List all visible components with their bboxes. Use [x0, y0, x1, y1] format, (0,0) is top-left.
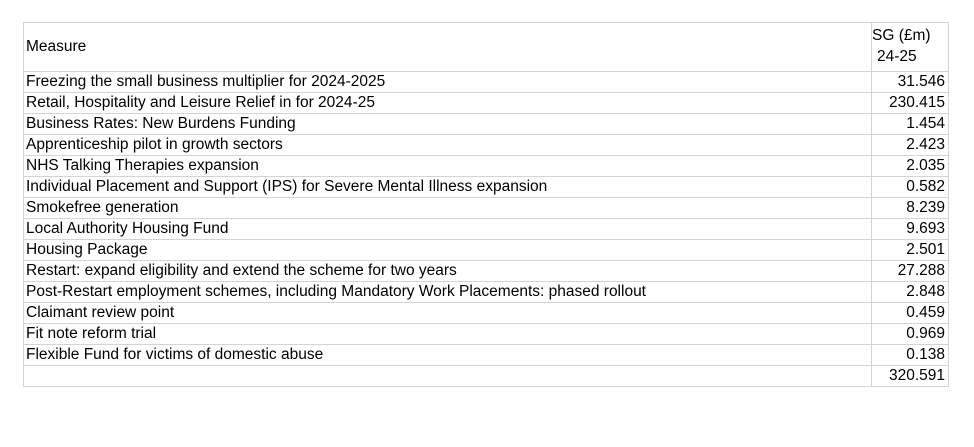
- row-value: 2.423: [872, 135, 949, 156]
- row-value: 0.459: [872, 303, 949, 324]
- row-value: 31.546: [872, 72, 949, 93]
- row-measure: Freezing the small business multiplier for 2024-2025: [24, 72, 872, 93]
- header-value: [872, 23, 949, 72]
- row-value: 9.693: [872, 219, 949, 240]
- measures-table: [23, 22, 949, 387]
- header-row: [24, 23, 949, 72]
- row-measure: Flexible Fund for victims of domestic abuse: [24, 345, 872, 366]
- row-measure: Retail, Hospitality and Leisure Relief in for 2024-25: [24, 93, 872, 114]
- table-row: [24, 177, 949, 198]
- row-measure: Individual Placement and Support (IPS) for Severe Mental Illness expansion: [24, 177, 872, 198]
- table-row: [24, 240, 949, 261]
- row-value: 2.501: [872, 240, 949, 261]
- total-value: 320.591: [872, 366, 949, 387]
- header-value-line2: 24-25: [877, 48, 917, 65]
- row-value: 1.454: [872, 114, 949, 135]
- table-row: [24, 114, 949, 135]
- row-measure: Local Authority Housing Fund: [24, 219, 872, 240]
- table-row: [24, 198, 949, 219]
- spreadsheet-area: [23, 22, 948, 387]
- row-value: 27.288: [872, 261, 949, 282]
- row-value: 0.582: [872, 177, 949, 198]
- row-measure: Smokefree generation: [24, 198, 872, 219]
- row-measure: Claimant review point: [24, 303, 872, 324]
- row-measure: NHS Talking Therapies expansion: [24, 156, 872, 177]
- total-label: [24, 366, 872, 387]
- total-row: [24, 366, 949, 387]
- row-measure: Fit note reform trial: [24, 324, 872, 345]
- table-row: [24, 93, 949, 114]
- row-measure: Apprenticeship pilot in growth sectors: [24, 135, 872, 156]
- row-measure: Housing Package: [24, 240, 872, 261]
- table-row: [24, 324, 949, 345]
- row-value: 0.138: [872, 345, 949, 366]
- table-row: [24, 135, 949, 156]
- row-value: 2.035: [872, 156, 949, 177]
- header-measure: Measure: [24, 23, 872, 72]
- row-measure: Post-Restart employment schemes, including Mandatory Work Placements: phased rollout: [24, 282, 872, 303]
- table-row: [24, 261, 949, 282]
- row-value: 230.415: [872, 93, 949, 114]
- table-row: [24, 156, 949, 177]
- header-value-line1: SG (£m): [872, 27, 931, 44]
- table-row: [24, 219, 949, 240]
- table-row: [24, 303, 949, 324]
- table-row: [24, 282, 949, 303]
- row-value: 8.239: [872, 198, 949, 219]
- row-value: 2.848: [872, 282, 949, 303]
- row-measure: Business Rates: New Burdens Funding: [24, 114, 872, 135]
- table-body: [24, 72, 949, 366]
- table-row: [24, 72, 949, 93]
- table-row: [24, 345, 949, 366]
- row-value: 0.969: [872, 324, 949, 345]
- row-measure: Restart: expand eligibility and extend the scheme for two years: [24, 261, 872, 282]
